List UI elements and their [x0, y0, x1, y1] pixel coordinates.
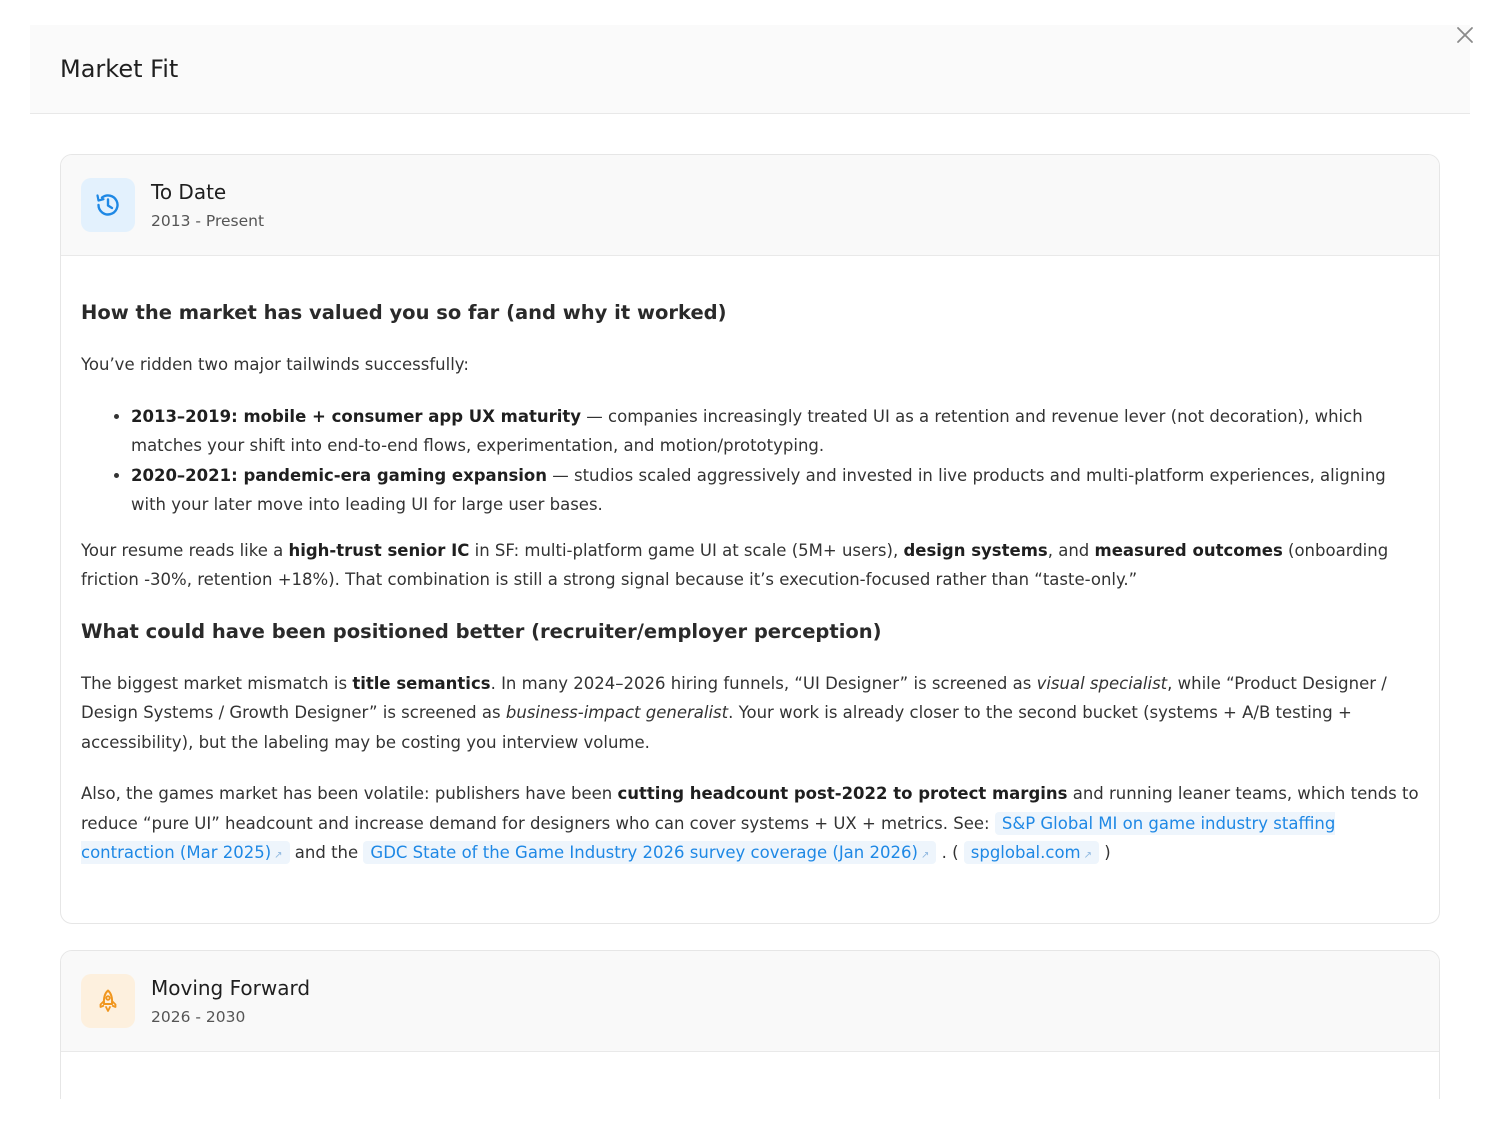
- text-run: and running leaner teams, which tends to reduce “pure UI” headcount and increase demand for designers who can cover systems + UX + metrics. See:: [81, 784, 1419, 833]
- to-date-range: 2013 - Present: [151, 212, 265, 230]
- text-run: ): [1099, 843, 1111, 862]
- text-italic: visual specialist: [1036, 673, 1168, 693]
- to-date-icon-wrapper: [81, 178, 135, 232]
- to-date-card: [60, 154, 1440, 924]
- bullet-text: — companies increasingly treated UI as a retention and revenue lever (not decoration), which matches your shift into end-to-end flows, experimentation, and motion/prototyping.: [131, 406, 1363, 455]
- mismatch-paragraph: [81, 669, 1419, 758]
- bullet-bold: 2020–2021: pandemic-era gaming expansion: [131, 465, 547, 485]
- external-link-icon: ↗: [274, 850, 283, 861]
- text-bold: design systems: [903, 540, 1048, 560]
- link-spglobal[interactable]: [964, 841, 1099, 864]
- bullet-bold: 2013–2019: mobile + consumer app UX maturity: [131, 406, 582, 426]
- close-icon: [1454, 24, 1476, 46]
- text-run: Your resume reads like a: [81, 540, 289, 560]
- section-heading-positioning: What could have been positioned better (recruiter/employer perception): [81, 619, 882, 643]
- external-link-icon: ↗: [920, 850, 930, 861]
- to-date-body: [61, 256, 1439, 923]
- close-button[interactable]: [1454, 24, 1476, 46]
- text-run: , and: [1047, 540, 1095, 560]
- modal-title: Market Fit: [60, 55, 179, 83]
- text-bold: high-trust senior IC: [288, 540, 470, 560]
- list-item: [131, 402, 1419, 461]
- external-link-icon: ↗: [1083, 850, 1093, 861]
- section-heading-valued: How the market has valued you so far (and why it worked): [81, 301, 727, 324]
- to-date-title: To Date: [151, 180, 227, 204]
- intro-paragraph: You’ve ridden two major tailwinds successfully:: [81, 355, 469, 374]
- text-bold: measured outcomes: [1094, 540, 1283, 560]
- moving-forward-icon-wrapper: [81, 974, 135, 1028]
- to-date-card-header: [61, 155, 1439, 256]
- text-run: . In many 2024–2026 hiring funnels, “UI Designer” is screened as: [490, 673, 1037, 693]
- text-run: Also, the games market has been volatile: publishers have been: [81, 784, 618, 803]
- text-run: The biggest market mismatch is: [81, 673, 353, 693]
- modal-header: [30, 25, 1470, 114]
- moving-forward-card: [60, 950, 1440, 1100]
- link-label: GDC State of the Game Industry 2026 survey coverage (Jan 2026): [370, 843, 918, 862]
- text-run: . (: [936, 843, 964, 862]
- resume-paragraph: [81, 536, 1419, 595]
- text-bold: title semantics: [352, 673, 491, 693]
- modal-content[interactable]: [60, 154, 1440, 1099]
- rocket-icon: [95, 988, 121, 1014]
- text-run: , while “Product Designer / Design Systems / Growth Designer” is screened as: [81, 673, 1387, 722]
- moving-forward-title: Moving Forward: [151, 975, 311, 1000]
- text-run: (onboarding friction -30%, retention +18%). That combination is still a strong signal because it’s execution-focused rather than “taste-only.”: [81, 540, 1389, 589]
- clock-history-icon: [94, 191, 122, 219]
- list-item: [131, 461, 1419, 520]
- moving-forward-body: [61, 1052, 1439, 1100]
- market-volatility-paragraph: [81, 779, 1419, 871]
- link-label: S&P Global MI on game industry staffing contraction (Mar 2025): [81, 813, 1336, 862]
- bullet-text: — studios scaled aggressively and invested in live products and multi-platform experiences, aligning with your later move into leading UI for large user bases.: [131, 465, 1386, 514]
- moving-forward-card-header: [61, 951, 1439, 1052]
- moving-forward-range: 2026 - 2030: [151, 1007, 246, 1026]
- text-bold: cutting headcount post-2022 to protect margins: [617, 784, 1068, 803]
- text-run: in SF: multi-platform game UI at scale (5M+ users),: [469, 540, 904, 560]
- link-label: spglobal.com: [970, 843, 1081, 862]
- text-run: . Your work is already closer to the second bucket (systems + A/B testing + accessibility), but the labeling may be costing you interview volume.: [81, 703, 1352, 752]
- text-run: and the: [289, 843, 364, 862]
- link-gdc-survey[interactable]: [363, 841, 936, 864]
- text-italic: business-impact generalist: [505, 703, 729, 722]
- tailwinds-list: [81, 402, 1419, 520]
